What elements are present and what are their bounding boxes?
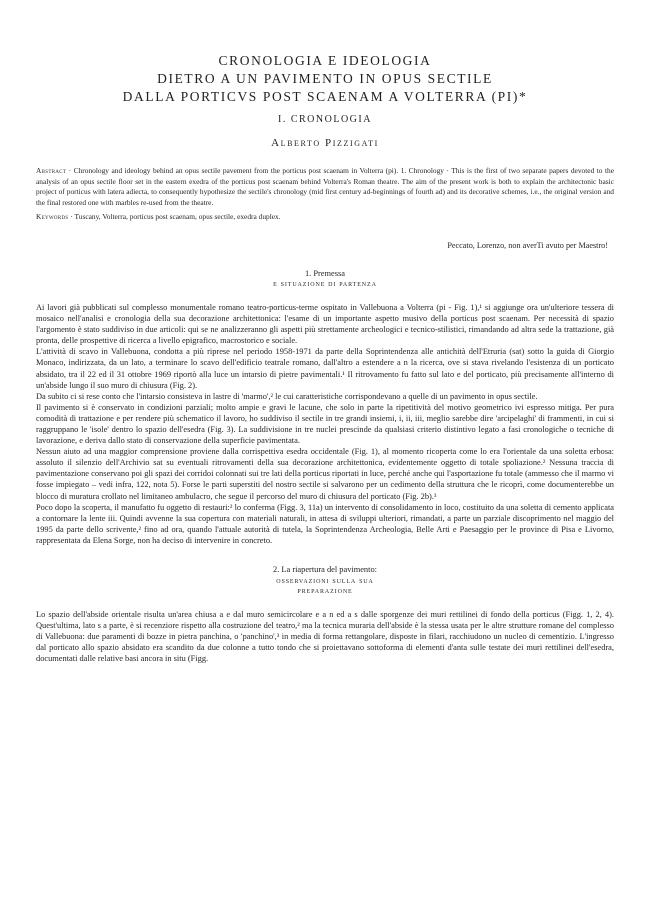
paragraph: Il pavimento si è conservato in condizioni parziali; molto ampie e gravi le lacune, che solo in parte la ripetitività del motivo geometrico ivi espresso mitiga. Per pura comodità di trattazione e per rendere più schematico il lavoro, ho suddiviso il sectile in tre grandi insiemi, i, ii, iii, meglio sarebbe dire 'arcipelaghi' di frammenti, in cui si raggruppano le 'isole' dentro lo spazio dell'esedra (Fig. 3). La suddivisione in tre nuclei prescinde da qualsiasi criterio distintivo legato a fasi cronologiche o tecniche di lavorazione, e deriva dallo stato di conservazione della superficie pavimentata. xyxy=(36,402,614,446)
title-line-3: DALLA PORTICVS POST SCAENAM A VOLTERRA (PI)* xyxy=(122,89,528,104)
section-2-title: 2. La riapertura del pavimento: xyxy=(273,565,377,575)
title-line-2: DIETRO A UN PAVIMENTO IN OPUS SECTILE xyxy=(157,71,493,86)
title-line-1: CRONOLOGIA E IDEOLOGIA xyxy=(218,53,432,68)
paragraph: Da subito ci si rese conto che l'intarsio consisteva in lastre di 'marmo',² le cui caratteristiche corrispondevano a quelle di un pavimento in opus sectile. xyxy=(36,391,538,401)
paragraph: Ai lavori già pubblicati sul complesso monumentale romano teatro-porticus-terme ospitato in Vallebuona a Volterra (pi - Fig. 1),¹ si aggiunge ora un'ulteriore tessera di mosaico nell'analisi e cronologia della sua decorazione architettonica: l'esame di un importante aspetto musivo della porticus post scaenam. Per necessità di spazio l'argomento è stato suddiviso in due articoli: qui se ne analizzeranno gli aspetti più strettamente archeologici e tecnico-stilistici, rimandando ad altra sede la trattazione, già pronta, delle prospettive di ricerca a livello epigrafico, macrostorico e sociale. xyxy=(36,302,614,346)
section-1-heading xyxy=(36,269,614,290)
paragraph: Nessun aiuto ad una maggior comprensione proviene dalla corrispettiva esedra occidentale (Fig. 1), al momento ricoperta come lo era l'orientale da una soletta erbosa: assoluto il silenzio dell'Archivio sat su eventuali ritrovamenti della sua decorazione architettonica, evidentemente oggetto di totale spoliazione.² Nessuna traccia di pavimentazione conservano poi gli spazi dei corridoi colonnati sui tre lati della porticus riportati in luce, perché anche qui l'asportazione fu totale (ammesso che il marmo vi fosse impiegato – vedi infra, 122, nota 5). Forse le parti superstiti del nostro sectile si salvarono per un cedimento della struttura che le ricoprì, come documenterebbe un blocco di muratura crollato nel limitaneo ambulacro, che segue il percorso del muro di chiusura del porticato (Fig. 2b).³ xyxy=(36,447,614,501)
section-1-subtitle: e situazione di partenza xyxy=(273,279,377,289)
section-1-title: 1. Premessa xyxy=(304,268,345,278)
abstract-label: Abstract xyxy=(36,166,67,175)
abstract: Abstract · Chronology and ideology behind an opus sectile pavement from the porticus post scaenam in Volterra (pi). 1. Chronology · This is the first of two separate papers devoted to the analysis of an opus sectile floor set in the eastern exedra of the porticus post scaenam behind Volterra's Roman theatre. The aim of the present work is both to explain the architectonic basic project of porticus with latera adiecta, to consequently hypothesize the sectile's chronology (mid first century ad-beginnings of fourth ad) and its decorative schemes, i.e., the original version and the final restored one with marbles re-used from the theatre. xyxy=(36,166,614,207)
epigraph: Peccato, Lorenzo, non averTi avuto per Maestro! xyxy=(447,240,608,250)
keywords-text: Tuscany, Volterra, porticus post scaenam, opus sectile, exedra duplex. xyxy=(74,212,281,222)
paragraph: L'attività di scavo in Vallebuona, condotta a più riprese nel periodo 1958-1971 da parte della Soprintendenza alle antichità dell'Etruria (sat) sotto la guida di Giorgio Monaco, indirizzata, da un lato, a terminare lo scavo dell'edificio teatrale romano, dall'altro a estendere a n la ricerca, ove si stava rivelando l'esistenza di un porticato absidato, tra il 22 ed il 31 ottobre 1969 riportò alla luce un intarsio di pietre pavimentali.¹ Il ritrovamento fu fatto sul lato e del porticato, più precisamente all'interno di un'abside lungo il suo muro di chiusura (Fig. 2). xyxy=(36,347,614,390)
abstract-text: Chronology and ideology behind an opus sectile pavement from the porticus post scaenam in Volterra (pi). 1. Chronology · This is the first of two separate papers devoted to the analysis of an opus sectile floor set in the eastern exedra of the porticus post scaenam behind Volterra's Roman theatre. The aim of the present work is both to explain the architectonic basic project of porticus with latera adiecta, to consequently hypothesize the sectile's chronology (mid first century ad-beginnings of fourth ad) and its decorative schemes, i.e., the original version and the final restored one with marbles re-used from the theatre. xyxy=(36,166,614,207)
section-1-body xyxy=(36,302,614,546)
section-2-body xyxy=(36,609,614,664)
section-2-subtitle-2: preparazione xyxy=(297,586,353,596)
article-part: I. CRONOLOGIA xyxy=(278,114,372,125)
paragraph: Poco dopo la scoperta, il manufatto fu oggetto di restauri:² lo conferma (Figg. 3, 11a) un intervento di consolidamento in loco, costituito da una soletta di cemento applicata a contornare la lente iii. Quindi avvenne la sua copertura con materiali naturali, in attesa di sviluppi ulteriori, rimandati, a parte un parziale discoprimento nel maggio del 1995 da parte dello scrivente,² fino ad ora, quando l'attuale autorità di tutela, la Soprintendenza Archeologia, Belle Arti e Paesaggio per le province di Pisa e Livorno, rappresentata da Elena Sorge, non ha deciso di intervenire in concreto. xyxy=(36,502,614,545)
paragraph: Lo spazio dell'abside orientale risulta un'area chiusa a e dal muro semicircolare e a n ed a s dalle sporgenze dei muri rettilinei di fondo della porticus (Figg. 1, 2, 4). Quest'ultima, lato s a parte, è si recenziore rispetto alla costruzione del teatro,² ma la tecnica muraria dell'abside è la stessa usata per le altre strutture romane del complesso di Vallebuona: due paramenti di bozze in pietra panchina, o 'panchino',³ in media di forma rettangolare, disposte in filari, racchiudono un nucleo di cementizio. L'ingresso dal porticato allo spazio absidato era scandito da due colonne a tutto tondo che si proiettavano sottoforma di elementi d'anta sulle testate dei muri rettilinei dell'esedra, documentati dalle relative basi ancora in situ (Figg. xyxy=(36,609,614,663)
article-title xyxy=(36,52,614,106)
keywords-label: Keywords xyxy=(36,212,69,222)
keywords: Keywords · Tuscany, Volterra, porticus post scaenam, opus sectile, exedra duplex. xyxy=(36,212,281,222)
section-2-subtitle-1: osservazioni sulla sua xyxy=(276,575,374,585)
article-author: Alberto Pizzigati xyxy=(271,137,379,149)
section-2-heading xyxy=(36,565,614,597)
